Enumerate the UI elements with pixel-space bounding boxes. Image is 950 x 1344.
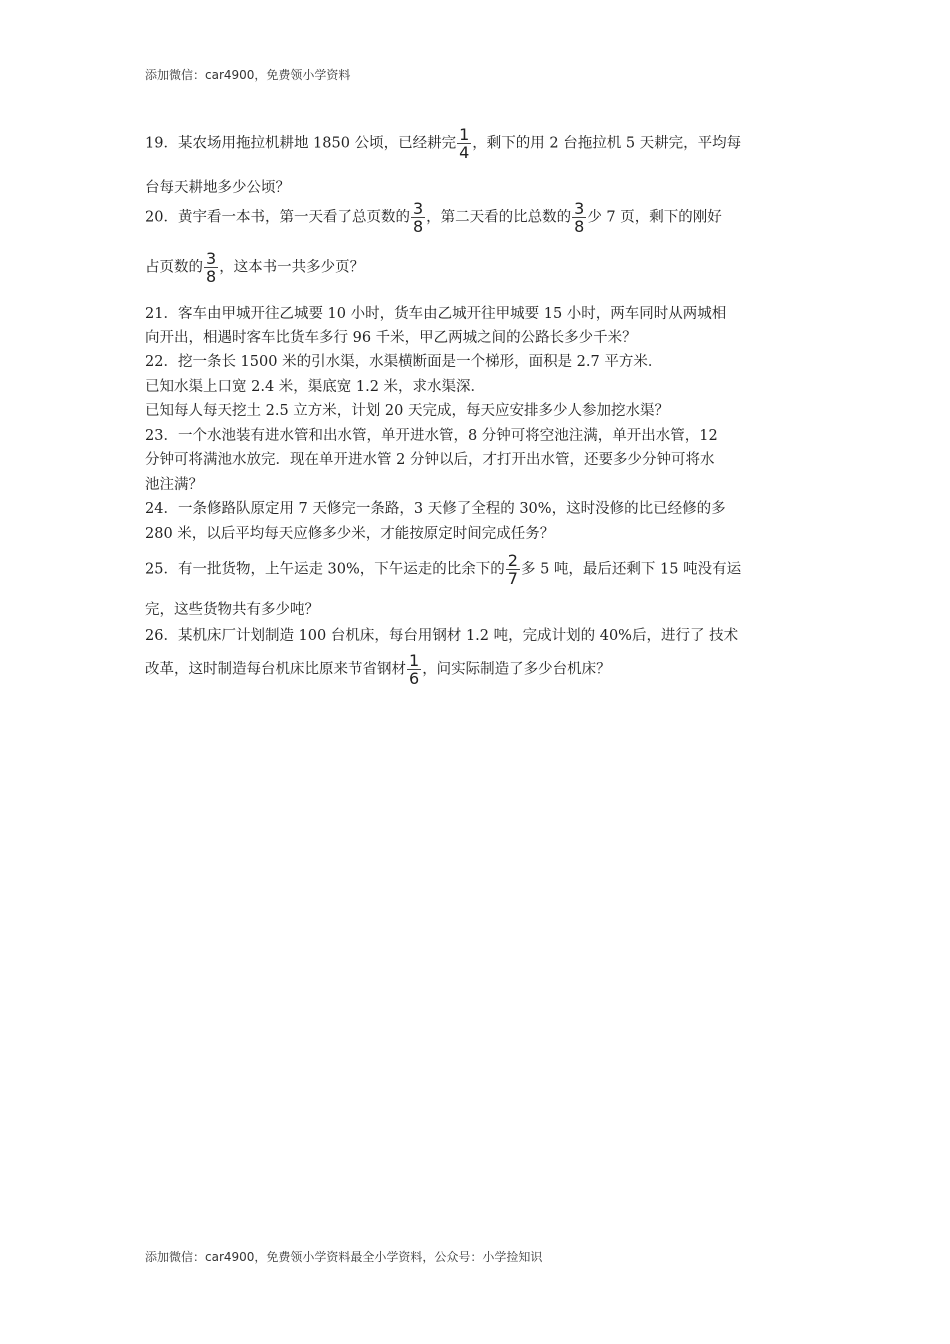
q20-fraction-3-numerator: 3: [206, 249, 217, 268]
q26-fraction-denominator: 6: [409, 669, 420, 688]
question-22-line-2: 已知水渠上口宽 2.4 米，渠底宽 1.2 米，求水渠深．: [145, 379, 486, 395]
question-21-line-2: 向开出，相遇时客车比货车多行 96 千米，甲乙两城之间的公路长多少千米？: [145, 330, 637, 346]
q26-text-b: ，问实际制造了多少台机床？: [422, 661, 611, 678]
q20-fraction-2: [572, 200, 586, 235]
question-25-line-1: [145, 552, 741, 587]
question-26-line-1: 26．某机床厂计划制造 100 台机床，每台用钢材 1.2 吨，完成计划的 40%后，进行了 技术: [145, 628, 739, 644]
q20-fraction-3-denominator: 8: [206, 267, 217, 286]
question-26-line-2: [145, 652, 611, 687]
question-20-line-1: [145, 200, 722, 235]
q20-fraction-2-denominator: 8: [574, 217, 585, 236]
q20-text-c: 少 7 页，剩下的刚好: [587, 209, 722, 226]
question-22-line-1: 22．挖一条长 1500 米的引水渠，水渠横断面是一个梯形，面积是 2.7 平方米．: [145, 354, 663, 370]
question-24-line-2: 280 米，以后平均每天应修多少米，才能按原定时间完成任务？: [145, 526, 555, 542]
q20-text-b: ，第二天看的比总数的: [426, 209, 572, 226]
q20-fraction-1-numerator: 3: [412, 199, 424, 218]
q19-fraction: [457, 126, 471, 161]
q25-fraction: [506, 552, 520, 587]
q20-text-e: ，这本书一共多少页？: [219, 259, 365, 276]
q26-fraction: [407, 652, 421, 687]
q19-fraction-denominator: 4: [459, 143, 470, 162]
question-24-line-1: 24．一条修路队原定用 7 天修完一条路，3 天修了全程的 30%，这时没修的比已经修的多: [145, 501, 726, 517]
question-23-line-3: 池注满？: [145, 477, 203, 493]
question-23-line-2: 分钟可将满池水放完．现在单开进水管 2 分钟以后，才打开出水管，还要多少分钟可将水: [145, 452, 715, 468]
question-19-line-2: 台每天耕地多少公顷？: [145, 180, 290, 196]
question-25-line-2: 完，这些货物共有多少吨？: [145, 602, 319, 618]
q19-text-a: 19．某农场用拖拉机耕地 1850 公顷，已经耕完: [145, 135, 457, 152]
q20-fraction-2-numerator: 3: [574, 199, 585, 218]
q20-fraction-1-denominator: 8: [412, 217, 424, 236]
q25-fraction-numerator: 2: [507, 551, 518, 570]
q25-text-b: 多 5 吨，最后还剩下 15 吨没有运: [520, 561, 742, 578]
question-22-line-3: 已知每人每天挖土 2.5 立方米，计划 20 天完成，每天应安排多少人参加挖水渠？: [145, 403, 669, 419]
q26-fraction-numerator: 1: [409, 651, 420, 670]
question-19-line-1: [145, 126, 741, 161]
q20-text-a: 20．黄宇看一本书，第一天看了总页数的: [145, 209, 410, 226]
page-footer: 添加微信：car4900，免费领小学资料最全小学资料，公众号：小学捡知识: [145, 1250, 543, 1264]
q26-text-a: 改革，这时制造每台机床比原来节省钢材: [145, 661, 406, 678]
q25-fraction-denominator: 7: [507, 569, 518, 588]
q20-text-d: 占页数的: [145, 259, 203, 276]
q19-text-b: ，剩下的用 2 台拖拉机 5 天耕完，平均每: [472, 135, 742, 152]
q19-fraction-numerator: 1: [459, 125, 470, 144]
q20-fraction-1: [411, 200, 425, 235]
question-20-line-2: [145, 250, 364, 285]
q20-fraction-3: [204, 250, 218, 285]
page-header: 添加微信：car4900，免费领小学资料: [145, 68, 351, 82]
question-21-line-1: 21．客车由甲城开往乙城要 10 小时，货车由乙城开往甲城要 15 小时，两车同时从两城相: [145, 306, 727, 322]
question-23-line-1: 23．一个水池装有进水管和出水管，单开进水管，8 分钟可将空池注满，单开出水管，12: [145, 428, 718, 444]
q25-text-a: 25．有一批货物，上午运走 30%，下午运走的比余下的: [145, 561, 505, 578]
